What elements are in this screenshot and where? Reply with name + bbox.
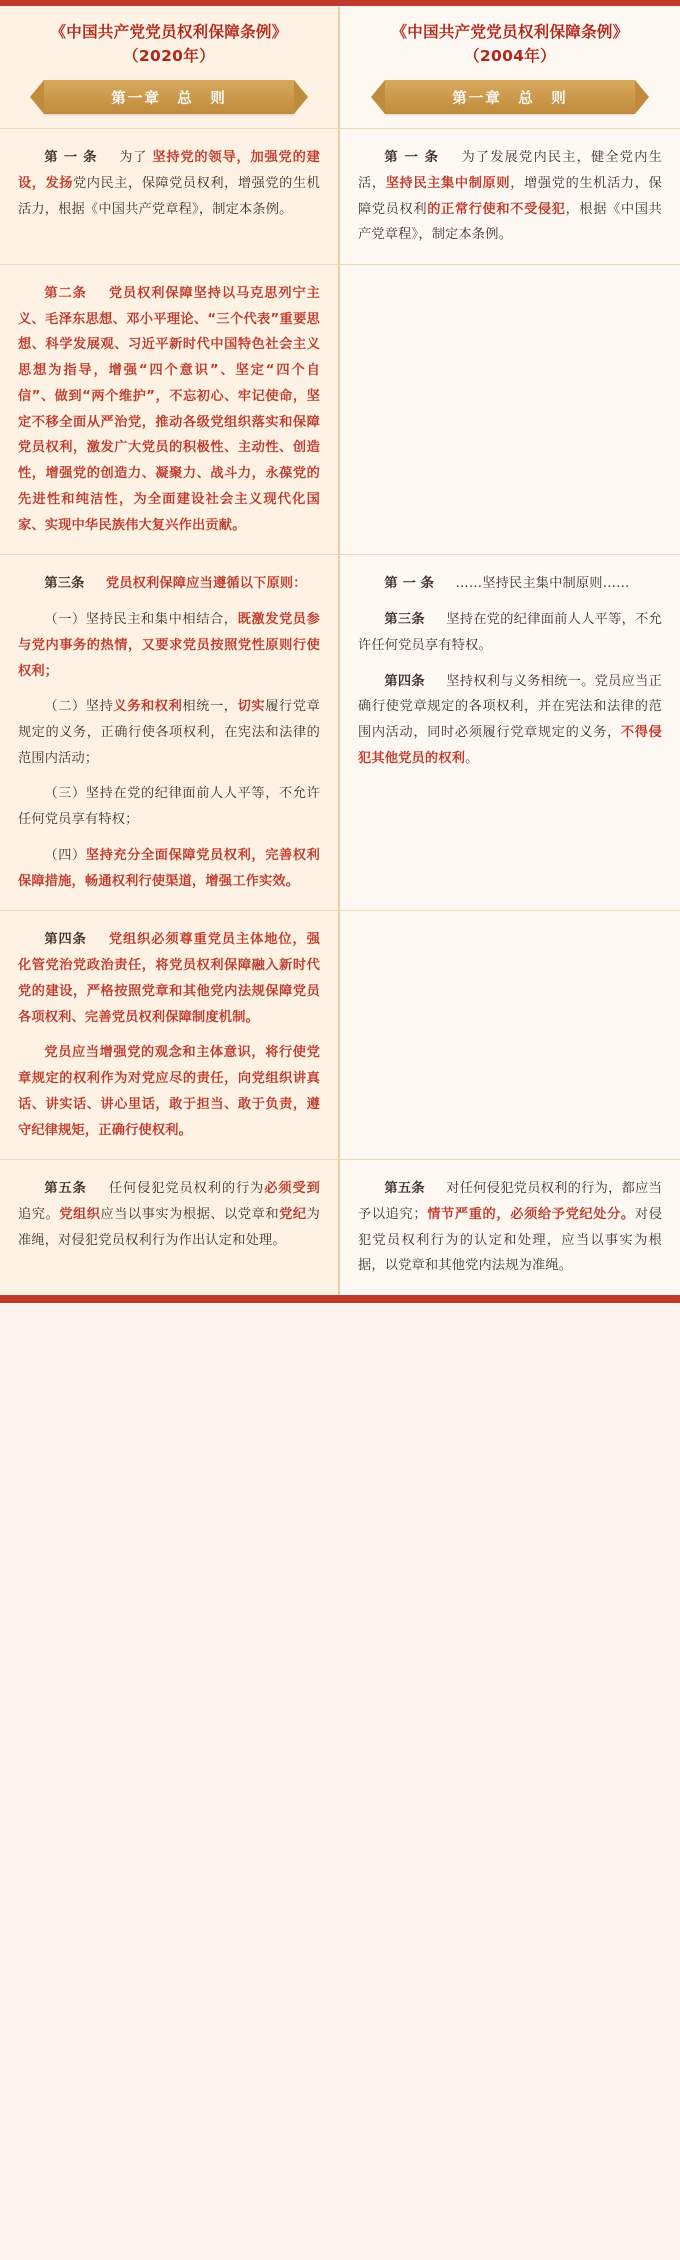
right-article-block (340, 1159, 680, 1295)
article-number: 第二条 (44, 285, 101, 301)
left-chapter-banner (44, 80, 294, 114)
header-row (0, 6, 680, 128)
article-paragraph (358, 571, 662, 597)
right-document-title (340, 6, 680, 74)
article-paragraph (18, 781, 320, 832)
highlight-text: 既激发党员参与党内事务的热情，又要求党员按照党性原则行使权利； (18, 612, 320, 679)
left-article-block (0, 264, 338, 554)
left-article-cell (0, 554, 340, 910)
body-text: 对任何侵犯党员权利的行为，都应当予以追究； (358, 1181, 662, 1222)
right-article-cell (340, 264, 680, 554)
body-text: 坚持在党的纪律面前人人平等，不允许任何党员享有特权。 (358, 612, 662, 653)
left-article-cell (0, 910, 340, 1159)
right-article-block (340, 128, 680, 264)
right-article-block (340, 554, 680, 787)
article-paragraph (18, 281, 320, 538)
left-article-block (0, 554, 338, 910)
body-text: 履行党章规定的义务，正确行使各项权利，在宪法和法律的范围内活动； (18, 699, 320, 766)
article-paragraph (18, 927, 320, 1030)
body-text: 为了 (119, 150, 153, 166)
body-text: ，增强党的生机活力，保障党员权利 (358, 175, 662, 217)
left-title-text: 《中国共产党党员权利保障条例》 (50, 23, 288, 41)
header-right-column (340, 6, 680, 128)
body-text: 坚持权利与义务相统一。党员应当正确行使党章规定的各项权利，并在宪法和法律的范围内活动，同时必须履行党章规定的义务， (358, 673, 662, 740)
right-article-cell (340, 910, 680, 1159)
article-paragraph (18, 1040, 320, 1143)
article-number: 第四条 (384, 673, 439, 689)
article-paragraph (18, 571, 320, 597)
body-text: 为准绳，对侵犯党员权利行为作出认定和处理。 (18, 1207, 320, 1248)
article-paragraph (358, 607, 662, 658)
article-paragraph (18, 1176, 320, 1253)
highlight-text: 坚持党的领导，加强党的建设，发扬 (18, 150, 320, 191)
body-text: （四） (44, 847, 86, 863)
highlight-text: 党组织必须尊重党员主体地位，强化管党治党政治责任，将党员权利保障融入新时代党的建设，严格按照党章和其他党内法规保障党员各项权利、完善党员权利保障制度机制。 (18, 932, 320, 1025)
highlight-text: 坚持充分全面保障党员权利，完善权利保障措施，畅通权利行使渠道，增强工作实效。 (18, 847, 320, 889)
body-text: ……坚持民主集中制原则…… (455, 576, 630, 592)
article-paragraph (358, 145, 662, 248)
left-article-cell (0, 1159, 340, 1295)
comparison-rows (0, 128, 680, 1295)
body-text: 党内民主，保障党员权利，增强党的生机活力，根据《中国共产党章程》，制定本条例。 (18, 175, 320, 217)
highlight-text: 党员权利保障应当遵循以下原则： (105, 576, 307, 592)
body-text: 对侵犯党员权利行为的认定和处理，应当以事实为根据，以党章和其他党内法规为准绳。 (358, 1207, 663, 1274)
highlight-text: 党纪 (279, 1207, 307, 1222)
comparison-row (0, 554, 680, 910)
right-article-cell (340, 554, 680, 910)
body-text: 相统一， (182, 699, 238, 715)
article-paragraph (18, 694, 320, 771)
highlight-text: 党员权利保障坚持以马克思列宁主义、毛泽东思想、邓小平理论、“三个代表”重要思想、科学发展观、习近平新时代中国特色社会主义思想为指导，增强“四个意识”、坚定“四个自信”、做到“两个维护”，不忘初心、牢记使命，坚定不移全面从严治党，推动各级党组织落实和保障党员权利，激发广大党员的积极性、主动性、创造性，增强党的创造力、凝聚力、战斗力，永葆党的先进性和纯洁性，为全面建设社会主义现代化国家、实现中华民族伟大复兴作出贡献。 (18, 285, 320, 533)
highlight-text: 不得侵犯其他党员的权利 (358, 724, 662, 766)
body-text: 任何侵犯党员权利的行为 (108, 1181, 265, 1197)
highlight-text: 切实 (237, 699, 266, 715)
left-article-block (0, 1159, 338, 1269)
header-left-column (0, 6, 340, 128)
article-number: 第 一 条 (384, 576, 448, 592)
body-text: 。 (465, 750, 479, 766)
bottom-rule-divider (0, 1295, 680, 1303)
article-number: 第四条 (44, 932, 101, 948)
article-paragraph (18, 607, 320, 684)
right-article-cell (340, 1159, 680, 1295)
article-paragraph (358, 1176, 662, 1279)
highlight-text: 党员应当增强党的观念和主体意识，将行使党章规定的权利作为对党应尽的责任，向党组织讲真话、讲实话、讲心里话，敢于担当、敢于负责，遵守纪律规矩，正确行使权利。 (18, 1045, 320, 1138)
body-text: （一）坚持民主和集中相结合， (44, 612, 238, 628)
highlight-text: 党组织 (59, 1207, 101, 1222)
article-number: 第 一 条 (384, 150, 454, 166)
left-chapter-banner-wrap (0, 74, 338, 128)
article-number: 第三条 (44, 576, 98, 592)
left-article-cell (0, 264, 340, 554)
article-paragraph (358, 669, 662, 772)
article-number: 第 一 条 (44, 150, 112, 166)
body-text: 追究。 (18, 1207, 60, 1222)
left-article-block (0, 128, 338, 238)
highlight-text: 的正常行使和不受侵犯 (427, 201, 566, 217)
article-number: 第五条 (44, 1181, 101, 1197)
left-article-block (0, 910, 338, 1159)
right-title-year: （2004年） (464, 47, 556, 66)
highlight-text: 情节严重的，必须给予党纪处分。 (426, 1207, 635, 1222)
article-paragraph (18, 145, 320, 222)
highlight-text: 义务和权利 (113, 699, 183, 715)
body-text: 为了发展党内民主，健全党内生活， (358, 150, 662, 191)
right-chapter-banner (385, 80, 635, 114)
body-text: 应当以事实为根据、以党章和 (100, 1207, 280, 1222)
left-chapter-label: 第一章 总 则 (111, 90, 227, 107)
right-article-cell (340, 128, 680, 264)
right-chapter-label: 第一章 总 则 (452, 90, 568, 107)
comparison-row (0, 264, 680, 554)
left-document-title (0, 6, 338, 74)
article-paragraph (18, 843, 320, 894)
comparison-row (0, 1159, 680, 1295)
article-number: 第五条 (384, 1181, 439, 1197)
left-article-cell (0, 128, 340, 264)
right-chapter-banner-wrap (340, 74, 680, 128)
highlight-text: 必须受到 (264, 1181, 320, 1197)
left-title-year: （2020年） (123, 47, 215, 66)
body-text: （二）坚持 (44, 699, 114, 715)
highlight-text: 坚持民主集中制原则 (385, 175, 511, 191)
comparison-row (0, 128, 680, 264)
body-text: ，根据《中国共产党章程》，制定本条例。 (358, 201, 663, 243)
right-article-block (340, 264, 680, 297)
right-title-text: 《中国共产党党员权利保障条例》 (391, 23, 629, 41)
article-number: 第三条 (384, 612, 439, 628)
comparison-row (0, 910, 680, 1159)
body-text: （三）坚持在党的纪律面前人人平等，不允许任何党员享有特权； (18, 786, 320, 828)
right-article-block (340, 910, 680, 943)
